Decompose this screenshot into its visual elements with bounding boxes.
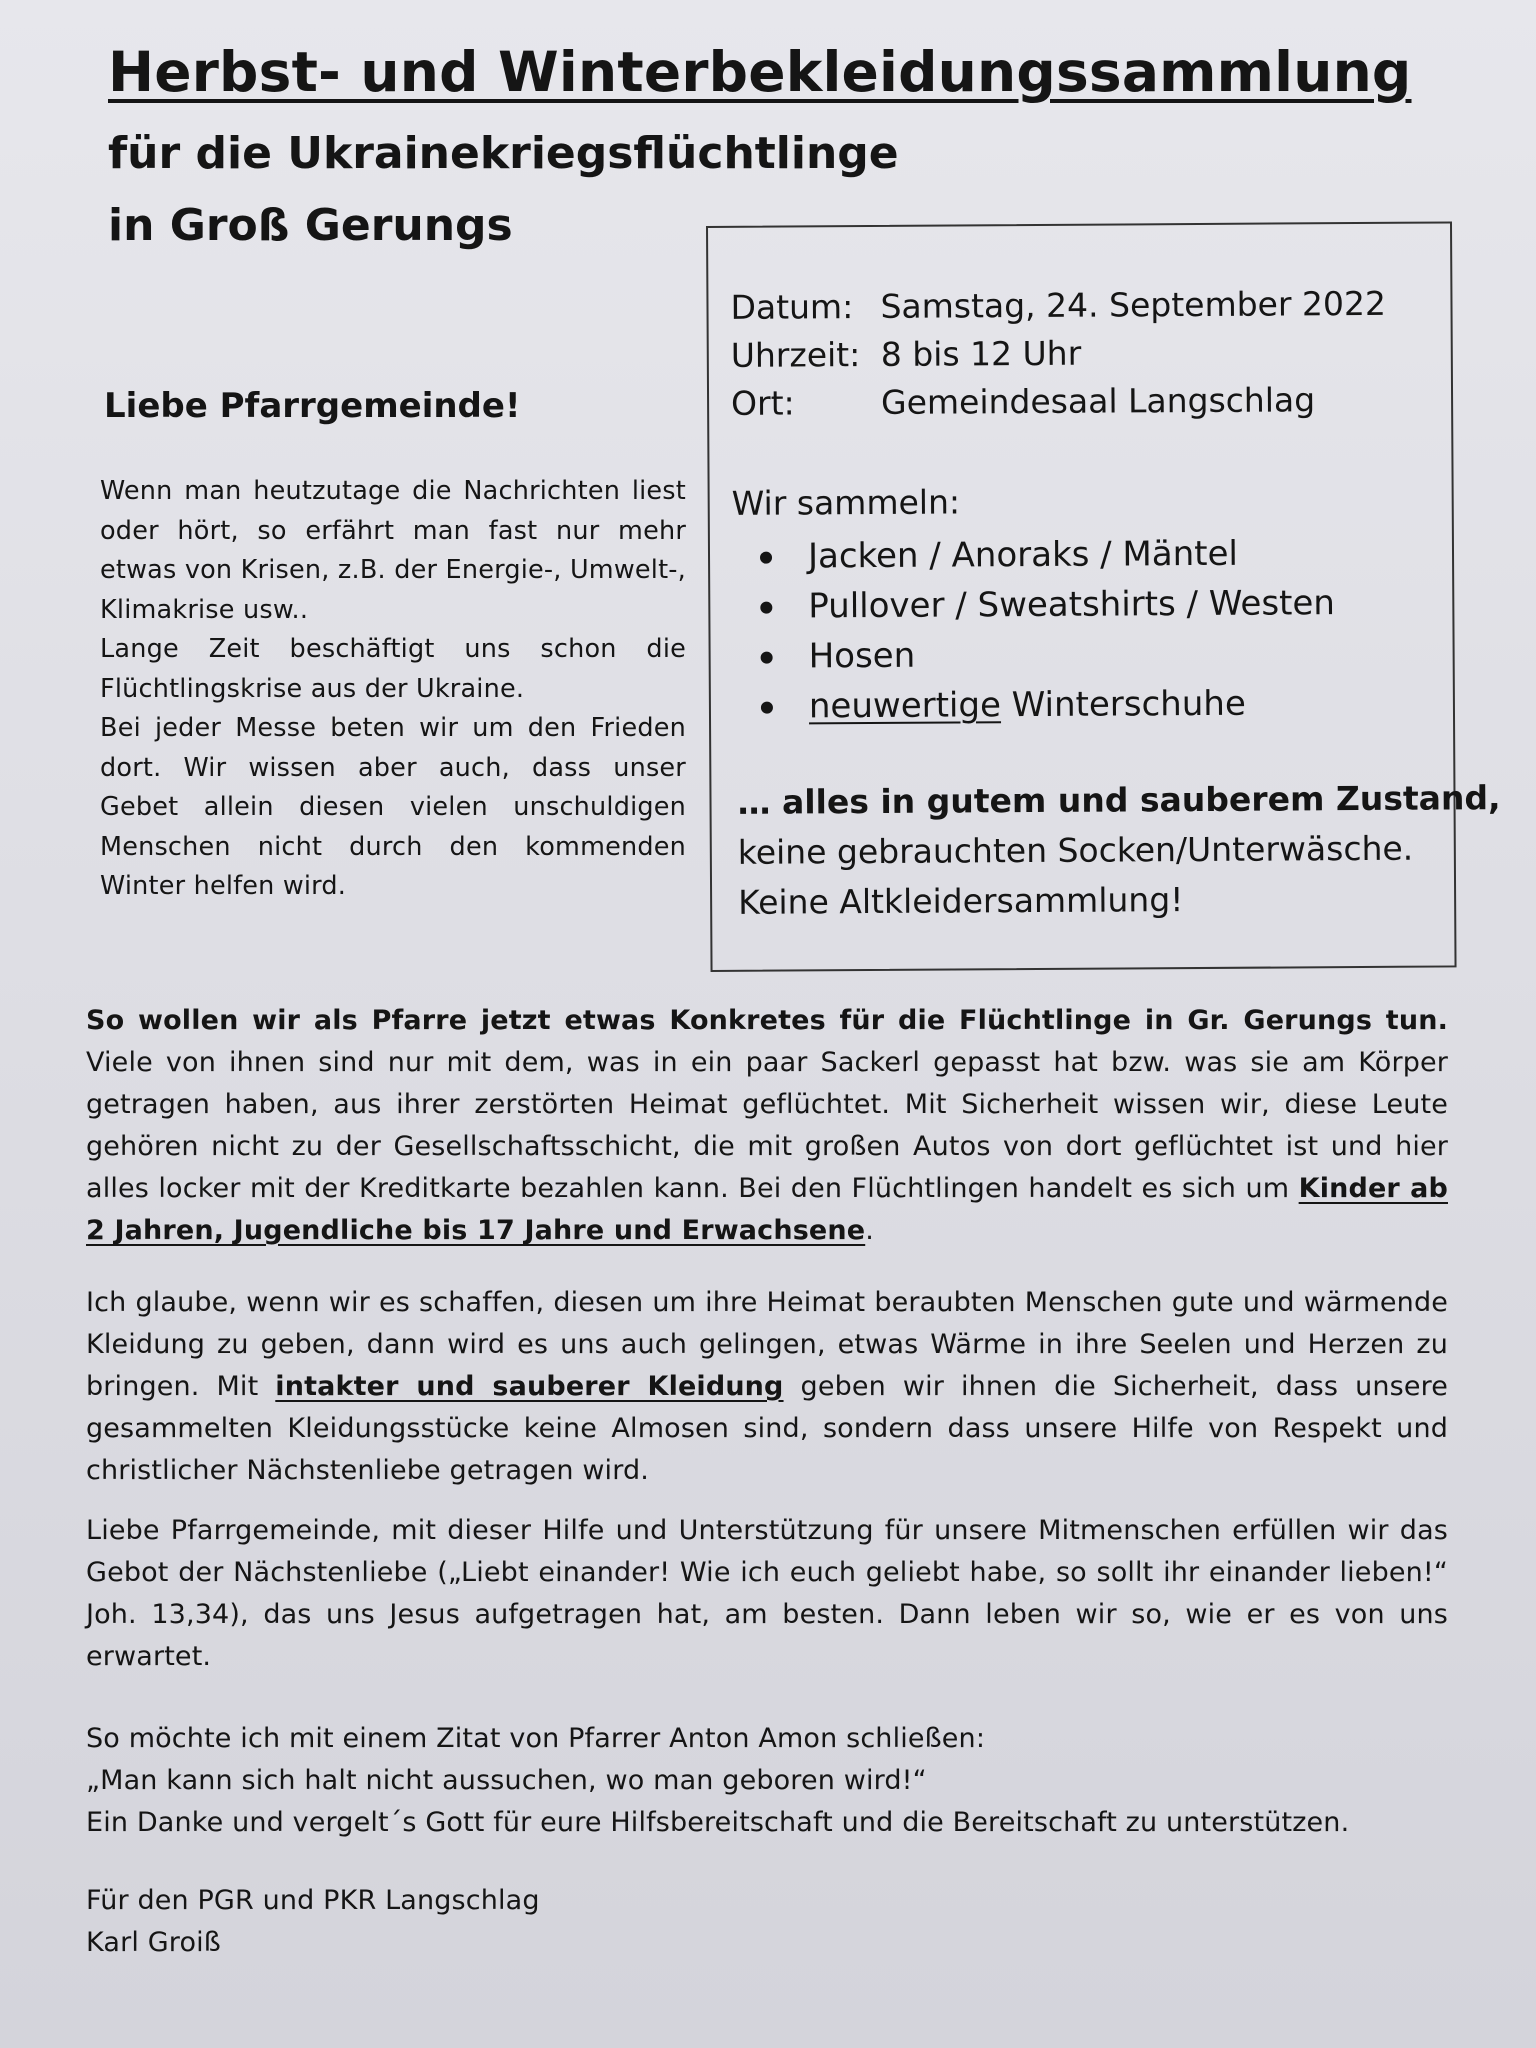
thanks-line: Ein Danke und vergelt´s Gott für eure Hilfsbereitschaft und die Bereitschaft zu unterstützen.	[86, 1807, 1350, 1838]
location-row	[731, 380, 1315, 423]
bullet-icon	[760, 602, 772, 614]
condition-note	[737, 773, 1501, 928]
bullet-icon	[761, 702, 773, 714]
signature-name: Karl Groiß	[86, 1927, 221, 1958]
collect-heading: Wir sammeln:	[731, 482, 961, 523]
condition-note-bold: … alles in gutem und sauberem Zustand,	[737, 778, 1501, 822]
bold-sentence: So wollen wir als Pfarre jetzt etwas Konkretes für die Flüchtlinge in Gr. Gerungs tun.	[86, 1005, 1448, 1036]
underlined-phrase: Kinder ab 2 Jahren, Jugendliche bis 17 Jahre und Erwachsene	[86, 1173, 1448, 1246]
closing-paragraph	[86, 1718, 1448, 1844]
date-row	[730, 284, 1386, 327]
intro-paragraph-3: Bei jeder Messe beten wir um den Frieden dort. Wir wissen aber auch, dass unser Gebet allein diesen vielen unschuldigen Menschen nicht durch den kommenden Winter helfen wird.	[100, 713, 686, 901]
time-value: 8 bis 12 Uhr	[880, 333, 1082, 374]
list-item: Jacken / Anoraks / Mäntel	[760, 528, 1335, 582]
signature	[86, 1880, 1448, 1964]
time-label: Uhrzeit:	[730, 335, 861, 375]
subtitle-line-1: für die Ukrainekriegsflüchtlinge	[108, 128, 899, 179]
list-item: Pullover / Sweatshirts / Westen	[760, 578, 1335, 632]
intro-text	[100, 472, 686, 907]
condition-note-line-2: keine gebrauchten Socken/Unterwäsche.	[737, 828, 1414, 872]
list-item: neuwertige Winterschuhe	[761, 678, 1336, 732]
greeting-heading: Liebe Pfarrgemeinde!	[104, 386, 521, 426]
date-value: Samstag, 24. September 2022	[880, 283, 1387, 326]
event-info-box	[706, 221, 1501, 972]
body-paragraph-1: So wollen wir als Pfarre jetzt etwas Konkretes für die Flüchtlinge in Gr. Gerungs tun. Viele von ihnen sind nur mit dem, was in ein paar Sackerl gepasst hat bzw. was sie am Körper getragen haben, aus ihrer zerstörten Heimat geflüchtet. Mit Sicherheit wissen wir, diese Leute gehören nicht zu der Gesellschaftsschicht, die mit großen Autos von dort geflüchtet ist und hier alles locker mit der Kreditkarte bezahlen kann. Bei den Flüchtlingen handelt es sich um Kinder ab 2 Jahren, Jugendliche bis 17 Jahre und Erwachsene.	[86, 1005, 1448, 1246]
body-paragraph-2: Ich glaube, wenn wir es schaffen, diesen um ihre Heimat beraubten Menschen gute und wärmende Kleidung zu geben, dann wird es uns auch gelingen, etwas Wärme in ihre Seelen und Herzen zu bringen. Mit intakter und sauberer Kleidung geben wir ihnen die Sicherheit, dass unsere gesammelten Kleidungsstücke keine Almosen sind, sondern dass unsere Hilfe von Respekt und christlicher Nächstenliebe getragen wird.	[86, 1287, 1449, 1486]
list-item: Hosen	[760, 628, 1335, 682]
collect-list	[760, 528, 1336, 732]
location-label: Ort:	[730, 383, 795, 423]
intro-paragraph-2: Lange Zeit beschäftigt uns schon die Flüchtlingskrise aus der Ukraine.	[100, 634, 686, 704]
body-paragraph-3: Liebe Pfarrgemeinde, mit dieser Hilfe und Unterstützung für unsere Mitmenschen erfüllen wir das Gebot der Nächstenliebe („Liebt einander! Wie ich euch geliebt habe, so sollt ihr einander lieben!“ Joh. 13,34), das uns Jesus aufgetragen hat, am besten. Dann leben wir so, wie er es von uns erwartet.	[86, 1515, 1448, 1672]
quote-line: „Man kann sich halt nicht aussuchen, wo man geboren wird!“	[86, 1765, 927, 1796]
signature-line-1: Für den PGR und PKR Langschlag	[86, 1885, 540, 1916]
location-value: Gemeindesaal Langschlag	[880, 380, 1316, 422]
time-row	[731, 334, 1082, 375]
closing-line-1: So möchte ich mit einem Zitat von Pfarrer Anton Amon schließen:	[86, 1723, 986, 1754]
condition-note-line-3: Keine Altkleidersammlung!	[738, 880, 1184, 922]
subtitle-line-2: in Groß Gerungs	[108, 200, 513, 251]
bullet-icon	[761, 652, 773, 664]
underlined-phrase: intakter und sauberer Kleidung	[275, 1371, 784, 1402]
intro-paragraph-1: Wenn man heutzutage die Nachrichten liest oder hört, so erfährt man fast nur mehr etwas von Krisen, z.B. der Energie-, Umwelt-, Klimakrise usw..	[100, 476, 686, 625]
bullet-icon	[760, 552, 772, 564]
underlined-word: neuwertige	[808, 685, 1002, 727]
date-label: Datum:	[730, 287, 854, 327]
page-title: Herbst- und Winterbekleidungssammlung	[108, 40, 1412, 104]
